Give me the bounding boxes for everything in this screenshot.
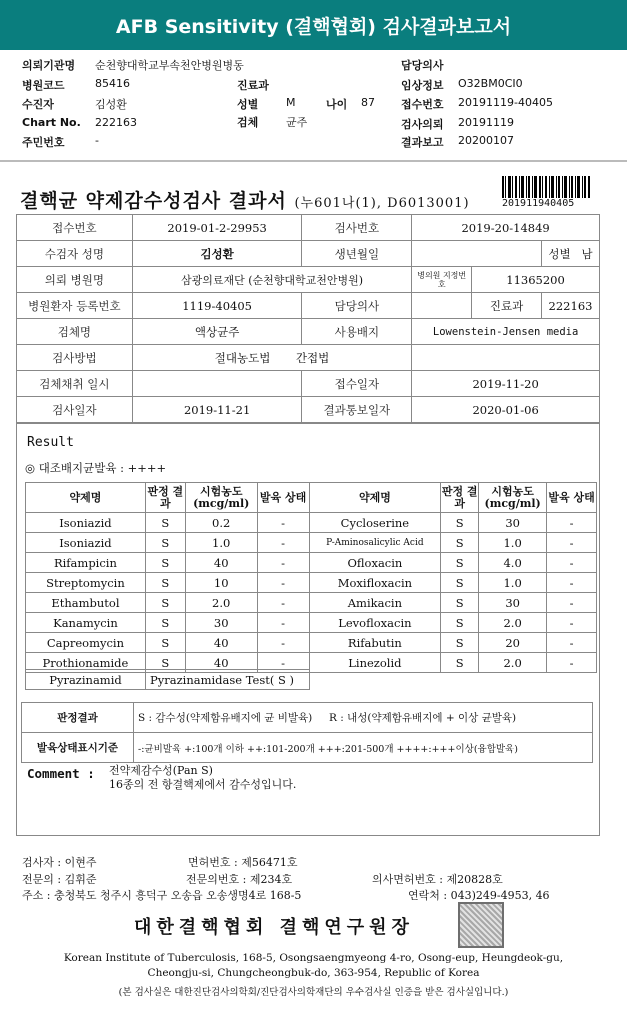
- english-address-1: Korean Institute of Tuberculosis, 168-5, Osongsaengmyeong 4-ro, Osong-eup, Heungdeok-gu,: [63, 952, 564, 964]
- table-cell: -: [257, 553, 309, 573]
- table-cell: S: [145, 513, 185, 533]
- table-cell: 0.2: [185, 513, 257, 533]
- judge-s: S : 감수성(약제함유배지에 균 비발육): [138, 712, 313, 724]
- table-cell: 30: [185, 613, 257, 633]
- drug-table-header: [26, 483, 597, 513]
- form-value: [132, 345, 411, 371]
- table-row: [26, 533, 597, 553]
- col-header: 시험농도 (mcg/ml): [479, 483, 547, 513]
- table-cell: S: [441, 533, 479, 553]
- form-value: 2019-11-21: [132, 397, 302, 423]
- table-cell: -: [547, 513, 597, 533]
- form-value: [412, 345, 600, 371]
- examiner: 검사자 : 이현주: [22, 856, 97, 869]
- form-value: Lowenstein-Jensen media: [412, 319, 600, 345]
- table-row: [26, 573, 597, 593]
- form-row: [17, 293, 600, 319]
- document-code: (누601나(1), D6013001): [294, 196, 470, 211]
- form-value: [132, 371, 302, 397]
- form-label: 의뢰 병원명: [17, 267, 133, 293]
- form-label: 결과통보일자: [302, 397, 412, 423]
- rrn-value: -: [95, 134, 99, 147]
- form-value: 1119-40405: [132, 293, 302, 319]
- request-form-table: [16, 214, 600, 423]
- table-cell: S: [441, 633, 479, 653]
- table-cell: -: [547, 553, 597, 573]
- form-label: 검체명: [17, 319, 133, 345]
- col-header: 시험농도 (mcg/ml): [185, 483, 257, 513]
- report-label: 결과보고: [401, 136, 444, 149]
- form-value: 2019-11-20: [412, 371, 600, 397]
- result-title: Result: [27, 435, 74, 450]
- form-value: [542, 241, 600, 267]
- col-header: 약제명: [26, 483, 146, 513]
- barcode-number: 201911940405: [502, 198, 575, 209]
- table-cell: Isoniazid: [26, 533, 146, 553]
- sex-value: M: [286, 96, 296, 109]
- judge-label: 판정결과: [22, 703, 134, 733]
- chart-label: Chart No.: [22, 116, 81, 129]
- code-value: 85416: [95, 77, 130, 90]
- form-label: 접수번호: [17, 215, 133, 241]
- table-cell: Isoniazid: [26, 513, 146, 533]
- form-value: 2020-01-06: [412, 397, 600, 423]
- table-row: [26, 633, 597, 653]
- method-absolute: 절대농도법: [214, 350, 271, 365]
- hospital-value: 순천향대학교부속천안병원병동: [95, 59, 244, 72]
- table-cell: S: [145, 533, 185, 553]
- table-cell: Cycloserine: [309, 513, 441, 533]
- form-label: 진료과: [472, 293, 542, 319]
- document-title-text: 결핵균 약제감수성검사 결과서: [20, 190, 287, 212]
- form-label: 성별: [548, 246, 571, 261]
- clinical-label: 임상정보: [401, 79, 444, 92]
- certification-note: (본 검사실은 대한진단검사의학회/진단검사의학재단의 우수검사실 인증을 받은 검사실입니다.): [118, 987, 509, 998]
- col-header: 발육 상태: [257, 483, 309, 513]
- request-value: 20191119: [458, 116, 514, 129]
- comment: [27, 764, 297, 791]
- table-cell: 30: [479, 513, 547, 533]
- patient-value: 김성환: [95, 98, 127, 111]
- pyrazinamide-test: Pyrazinamidase Test( S ): [146, 670, 310, 690]
- method-indirect: 간접법: [295, 350, 330, 365]
- form-value: [412, 293, 472, 319]
- table-cell: S: [145, 633, 185, 653]
- table-cell: Prothionamide: [26, 653, 146, 673]
- table-cell: Capreomycin: [26, 633, 146, 653]
- form-value: 2019-01-2-29953: [132, 215, 302, 241]
- phone: 연락처 : 043)249-4953, 46: [408, 889, 550, 902]
- legend-table: [21, 702, 593, 763]
- pyrazinamide-label: Pyrazinamid: [26, 670, 146, 690]
- form-label: 병의원 지정번호: [412, 267, 472, 293]
- table-cell: -: [547, 593, 597, 613]
- table-cell: -: [547, 653, 597, 673]
- form-value: 11365200: [472, 267, 600, 293]
- form-label: 병원환자 등록번호: [17, 293, 133, 319]
- table-cell: Rifampicin: [26, 553, 146, 573]
- specimen-label: 검체: [237, 116, 259, 129]
- form-label: 담당의사: [302, 293, 412, 319]
- table-row: [26, 613, 597, 633]
- doctor-license: 의사면허번호 : 제20828호: [372, 873, 503, 886]
- form-value: 액상균주: [132, 319, 302, 345]
- barcode-icon: [502, 176, 590, 198]
- comment-line-1: 전약제감수성(Pan S): [109, 764, 213, 777]
- form-label: 검사번호: [302, 215, 412, 241]
- control-growth: ◎ 대조배지균발육 : ++++: [25, 461, 167, 475]
- table-cell: -: [257, 593, 309, 613]
- scanned-document: [0, 162, 627, 1036]
- table-cell: Kanamycin: [26, 613, 146, 633]
- form-label: 검체채취 일시: [17, 371, 133, 397]
- rrn-label: 주민번호: [22, 136, 65, 149]
- table-row: [26, 593, 597, 613]
- table-cell: Amikacin: [309, 593, 441, 613]
- judge-text: [134, 703, 593, 733]
- table-cell: S: [145, 653, 185, 673]
- table-cell: -: [547, 633, 597, 653]
- table-cell: Ethambutol: [26, 593, 146, 613]
- col-header: 판정 결과: [441, 483, 479, 513]
- table-cell: S: [145, 573, 185, 593]
- table-row: [26, 513, 597, 533]
- growth-label: 발육상태표시기준: [22, 733, 134, 763]
- address: 주소 : 충청북도 청주시 흥덕구 오송읍 오송생명4로 168-5: [22, 889, 302, 902]
- table-cell: 40: [185, 633, 257, 653]
- patient-label: 수진자: [22, 98, 54, 111]
- form-label: 검사일자: [17, 397, 133, 423]
- form-label: 생년월일: [302, 241, 412, 267]
- table-cell: S: [441, 513, 479, 533]
- report-value: 20200107: [458, 134, 514, 147]
- form-value: 2019-20-14849: [412, 215, 600, 241]
- table-cell: 4.0: [479, 553, 547, 573]
- form-value: 남: [581, 246, 593, 261]
- chart-value: 222163: [95, 116, 137, 129]
- form-value: 김성환: [132, 241, 302, 267]
- institute-name: 대한결핵협회 결핵연구원장: [134, 917, 414, 938]
- code-label: 병원코드: [22, 79, 65, 92]
- form-label: 수검자 성명: [17, 241, 133, 267]
- drug-table-body: [26, 513, 597, 673]
- judge-r: R : 내성(약제함유배지에 + 이상 균발육): [328, 712, 517, 724]
- form-row: [17, 371, 600, 397]
- col-header: 판정 결과: [145, 483, 185, 513]
- table-cell: -: [547, 613, 597, 633]
- drug-table: [25, 482, 597, 673]
- form-label: 사용배지: [302, 319, 412, 345]
- table-cell: -: [257, 513, 309, 533]
- form-label: 접수일자: [302, 371, 412, 397]
- pyrazinamide-row: [25, 669, 310, 690]
- table-cell: 1.0: [479, 573, 547, 593]
- col-header: 약제명: [309, 483, 441, 513]
- table-cell: -: [257, 633, 309, 653]
- hospital-label: 의뢰기관명: [22, 59, 76, 72]
- table-cell: S: [145, 553, 185, 573]
- form-value: 삼광의료재단 (순천향대학교천안병원): [132, 267, 411, 293]
- table-cell: 1.0: [479, 533, 547, 553]
- table-cell: -: [547, 573, 597, 593]
- form-value: [412, 241, 542, 267]
- specimen-value: 균주: [286, 116, 308, 129]
- growth-text: -:균비발육 +:100개 이하 ++:101-200개 +++:201-500개 ++++:+++이상(융합발육): [134, 733, 593, 763]
- examiner-license: 면허번호 : 제56471호: [188, 856, 298, 869]
- table-cell: -: [257, 613, 309, 633]
- age-value: 87: [361, 96, 375, 109]
- table-cell: Streptomycin: [26, 573, 146, 593]
- table-cell: 2.0: [479, 653, 547, 673]
- form-row: [17, 267, 600, 293]
- table-cell: S: [145, 613, 185, 633]
- table-cell: Ofloxacin: [309, 553, 441, 573]
- table-cell: 20: [479, 633, 547, 653]
- table-cell: 40: [185, 553, 257, 573]
- specialist-number: 전문의번호 : 제234호: [186, 873, 293, 886]
- table-cell: -: [257, 533, 309, 553]
- form-row: [17, 345, 600, 371]
- form-row: [17, 215, 600, 241]
- table-cell: S: [441, 613, 479, 633]
- form-row: [17, 241, 600, 267]
- specialist: 전문의 : 김휘준: [22, 873, 97, 886]
- table-cell: 40: [185, 653, 257, 673]
- result-section: [16, 423, 600, 836]
- comment-label: Comment :: [27, 766, 95, 781]
- table-cell: Levofloxacin: [309, 613, 441, 633]
- table-cell: Moxifloxacin: [309, 573, 441, 593]
- table-cell: S: [441, 553, 479, 573]
- english-address-2: Cheongju-si, Chungcheongbuk-do, 363-954, Republic of Korea: [147, 967, 480, 979]
- table-cell: S: [441, 653, 479, 673]
- table-cell: 2.0: [479, 613, 547, 633]
- table-cell: S: [145, 593, 185, 613]
- receipt-label: 접수번호: [401, 98, 444, 111]
- clinical-value: O32BM0CI0: [458, 77, 523, 90]
- table-cell: -: [257, 653, 309, 673]
- form-row: [17, 319, 600, 345]
- form-label: 검사방법: [17, 345, 133, 371]
- report-title: AFB Sensitivity (결핵협회) 검사결과보고서: [115, 15, 512, 38]
- table-cell: Linezolid: [309, 653, 441, 673]
- table-cell: 10: [185, 573, 257, 593]
- table-cell: -: [257, 573, 309, 593]
- table-cell: P-Aminosalicylic Acid: [309, 533, 441, 553]
- col-header: 발육 상태: [547, 483, 597, 513]
- patient-info: [0, 50, 627, 158]
- form-value: 222163: [542, 293, 600, 319]
- document-title: [20, 186, 470, 213]
- dept-label: 진료과: [237, 79, 269, 92]
- age-label: 나이: [326, 98, 348, 111]
- table-cell: 30: [479, 593, 547, 613]
- official-seal-icon: [458, 902, 504, 948]
- table-row: [26, 553, 597, 573]
- request-label: 검사의뢰: [401, 118, 444, 131]
- report-header: [0, 0, 627, 50]
- sex-label: 성별: [237, 98, 259, 111]
- receipt-value: 20191119-40405: [458, 96, 553, 109]
- table-cell: 1.0: [185, 533, 257, 553]
- table-cell: S: [441, 593, 479, 613]
- form-row: [17, 397, 600, 423]
- comment-line-2: 16종의 전 항결핵제에서 감수성입니다.: [109, 778, 297, 791]
- doctor-label: 담당의사: [401, 59, 444, 72]
- table-cell: -: [547, 533, 597, 553]
- table-cell: Rifabutin: [309, 633, 441, 653]
- table-cell: 2.0: [185, 593, 257, 613]
- table-cell: S: [441, 573, 479, 593]
